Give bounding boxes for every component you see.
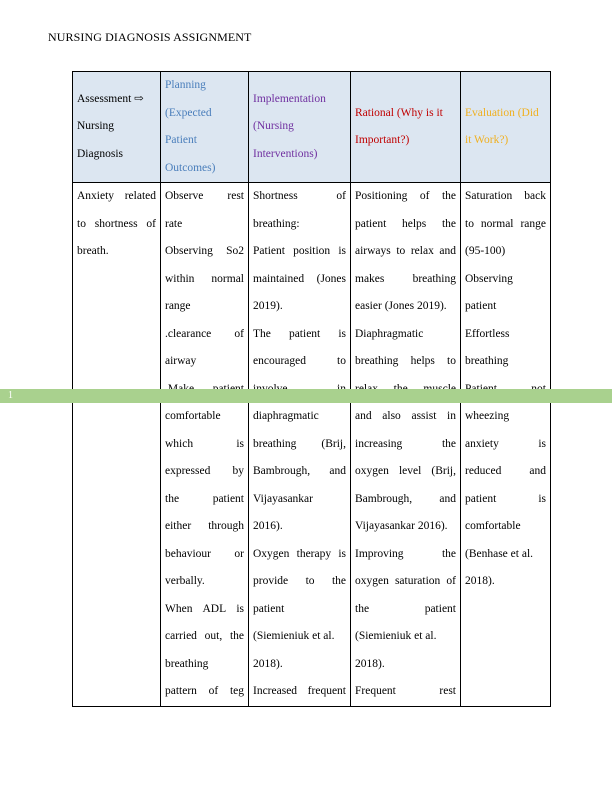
cell-line: Vijayasankar xyxy=(253,492,313,505)
cell-line: Planning xyxy=(165,79,206,91)
cell-line: Diagnosis xyxy=(77,147,123,160)
cell-line: airway xyxy=(165,355,197,367)
cell-line: carried out, the xyxy=(165,630,244,642)
cell-line: Increased frequent xyxy=(253,685,346,697)
cell-line: Important?) xyxy=(355,134,410,146)
cell-line: provide to the xyxy=(253,575,346,587)
cell-line: within normal xyxy=(165,272,244,285)
cell-line: Implementation xyxy=(253,92,326,105)
cell-line: Bambrough, and xyxy=(253,465,346,477)
cell-line: reduced and xyxy=(465,465,546,477)
cell-line: increasing the xyxy=(355,437,456,450)
cell-line: breath. xyxy=(77,245,109,257)
cell-line: Outcomes) xyxy=(165,161,216,174)
cell-line: (Expected xyxy=(165,106,212,119)
cell-line: range xyxy=(165,300,191,312)
cell-line: Improving the xyxy=(355,547,456,560)
cell-line: breathing helps to xyxy=(355,355,456,367)
cell-line: .clearance of xyxy=(165,327,244,340)
cell-line: and also assist in xyxy=(355,410,456,422)
header-implementation xyxy=(249,72,351,183)
cell-line: breathing xyxy=(465,355,509,367)
cell-line: patient helps the xyxy=(355,217,456,230)
header-evaluation xyxy=(461,72,551,183)
cell-line: verbally. xyxy=(165,575,205,587)
cell-line: Vijayasankar 2016). xyxy=(355,520,448,532)
cell-assessment xyxy=(73,183,161,707)
cell-line: the patient xyxy=(165,492,244,505)
cell-line: 2018). xyxy=(355,657,385,670)
cell-line: (Siemieniuk et al. xyxy=(355,630,437,642)
cell-line: easier (Jones 2019). xyxy=(355,300,447,312)
cell-line: Interventions) xyxy=(253,147,318,160)
cell-line: When ADL is xyxy=(165,602,244,615)
cell-line: comfortable xyxy=(465,520,521,532)
cell-line: breathing (Brij, xyxy=(253,437,346,450)
cell-planning xyxy=(161,183,249,707)
cell-line: makes breathing xyxy=(355,272,456,285)
page-break-band xyxy=(0,389,612,403)
document-title: NURSING DIAGNOSIS ASSIGNMENT xyxy=(48,30,252,44)
cell-line: the patient xyxy=(355,602,456,615)
cell-line: comfortable xyxy=(165,410,221,422)
cell-line: Effortless xyxy=(465,327,510,340)
cell-line: Patient xyxy=(165,134,197,146)
cell-line: Positioning of the xyxy=(355,190,456,202)
cell-evaluation xyxy=(461,183,551,707)
cell-line: 2016). xyxy=(253,520,283,532)
cell-line: 2018). xyxy=(253,657,283,670)
cell-line: (Nursing xyxy=(253,120,294,133)
cell-line: pattern of teg xyxy=(165,685,244,697)
cell-line: oxygen level (Brij, xyxy=(355,465,456,477)
cell-line: Observing So2 xyxy=(165,245,244,257)
page-number: 1 xyxy=(8,390,13,401)
cell-line: 2018). xyxy=(465,575,495,587)
cell-line: Observing xyxy=(465,272,513,285)
cell-line: which is xyxy=(165,437,244,450)
cell-line: (Benhase et al. xyxy=(465,547,534,560)
cell-line: rate xyxy=(165,217,183,230)
cell-line: Oxygen therapy is xyxy=(253,547,346,560)
cell-line: to shortness of xyxy=(77,217,156,230)
cell-line: either through xyxy=(165,520,244,532)
cell-line: wheezing xyxy=(465,410,510,422)
cell-line: anxiety is xyxy=(465,437,546,450)
cell-line: Anxiety related xyxy=(77,190,156,202)
cell-line: diaphragmatic xyxy=(253,410,319,422)
table-header-row xyxy=(73,72,551,183)
table-row xyxy=(73,183,551,707)
cell-line: Rational (Why is it xyxy=(355,106,443,119)
cell-line: (Siemieniuk et al. xyxy=(253,630,335,642)
cell-line: Patient position is xyxy=(253,245,346,257)
cell-implementation xyxy=(249,183,351,707)
cell-line: 2019). xyxy=(253,300,283,312)
cell-line: Evaluation (Did xyxy=(465,106,539,119)
cell-line: The patient is xyxy=(253,327,346,340)
cell-line: Diaphragmatic xyxy=(355,327,424,340)
cell-line: breathing: xyxy=(253,217,300,230)
cell-line: breathing xyxy=(165,657,209,670)
cell-line: Frequent rest xyxy=(355,685,456,697)
cell-line: Assessment ⇨ xyxy=(77,92,144,105)
cell-line: maintained (Jones xyxy=(253,272,346,285)
cell-line: Bambrough, and xyxy=(355,492,456,505)
header-assessment xyxy=(73,72,161,183)
header-rational xyxy=(351,72,461,183)
cell-line: it Work?) xyxy=(465,134,509,146)
cell-line: Saturation back xyxy=(465,190,546,202)
cell-line: patient xyxy=(465,300,497,312)
cell-line: behaviour or xyxy=(165,547,244,560)
cell-line: airways to relax and xyxy=(355,245,456,257)
cell-line: patient is xyxy=(465,492,546,505)
cell-line: Nursing xyxy=(77,120,115,133)
cell-line: patient xyxy=(253,602,285,615)
cell-line: Observe rest xyxy=(165,190,244,202)
cell-line: oxygen saturation of xyxy=(355,575,456,587)
header-planning xyxy=(161,72,249,183)
cell-line: Shortness of xyxy=(253,190,346,202)
cell-line: encouraged to xyxy=(253,355,346,367)
cell-line: (95-100) xyxy=(465,245,506,257)
cell-line: to normal range xyxy=(465,217,546,230)
cell-rational xyxy=(351,183,461,707)
cell-line: expressed by xyxy=(165,465,244,477)
